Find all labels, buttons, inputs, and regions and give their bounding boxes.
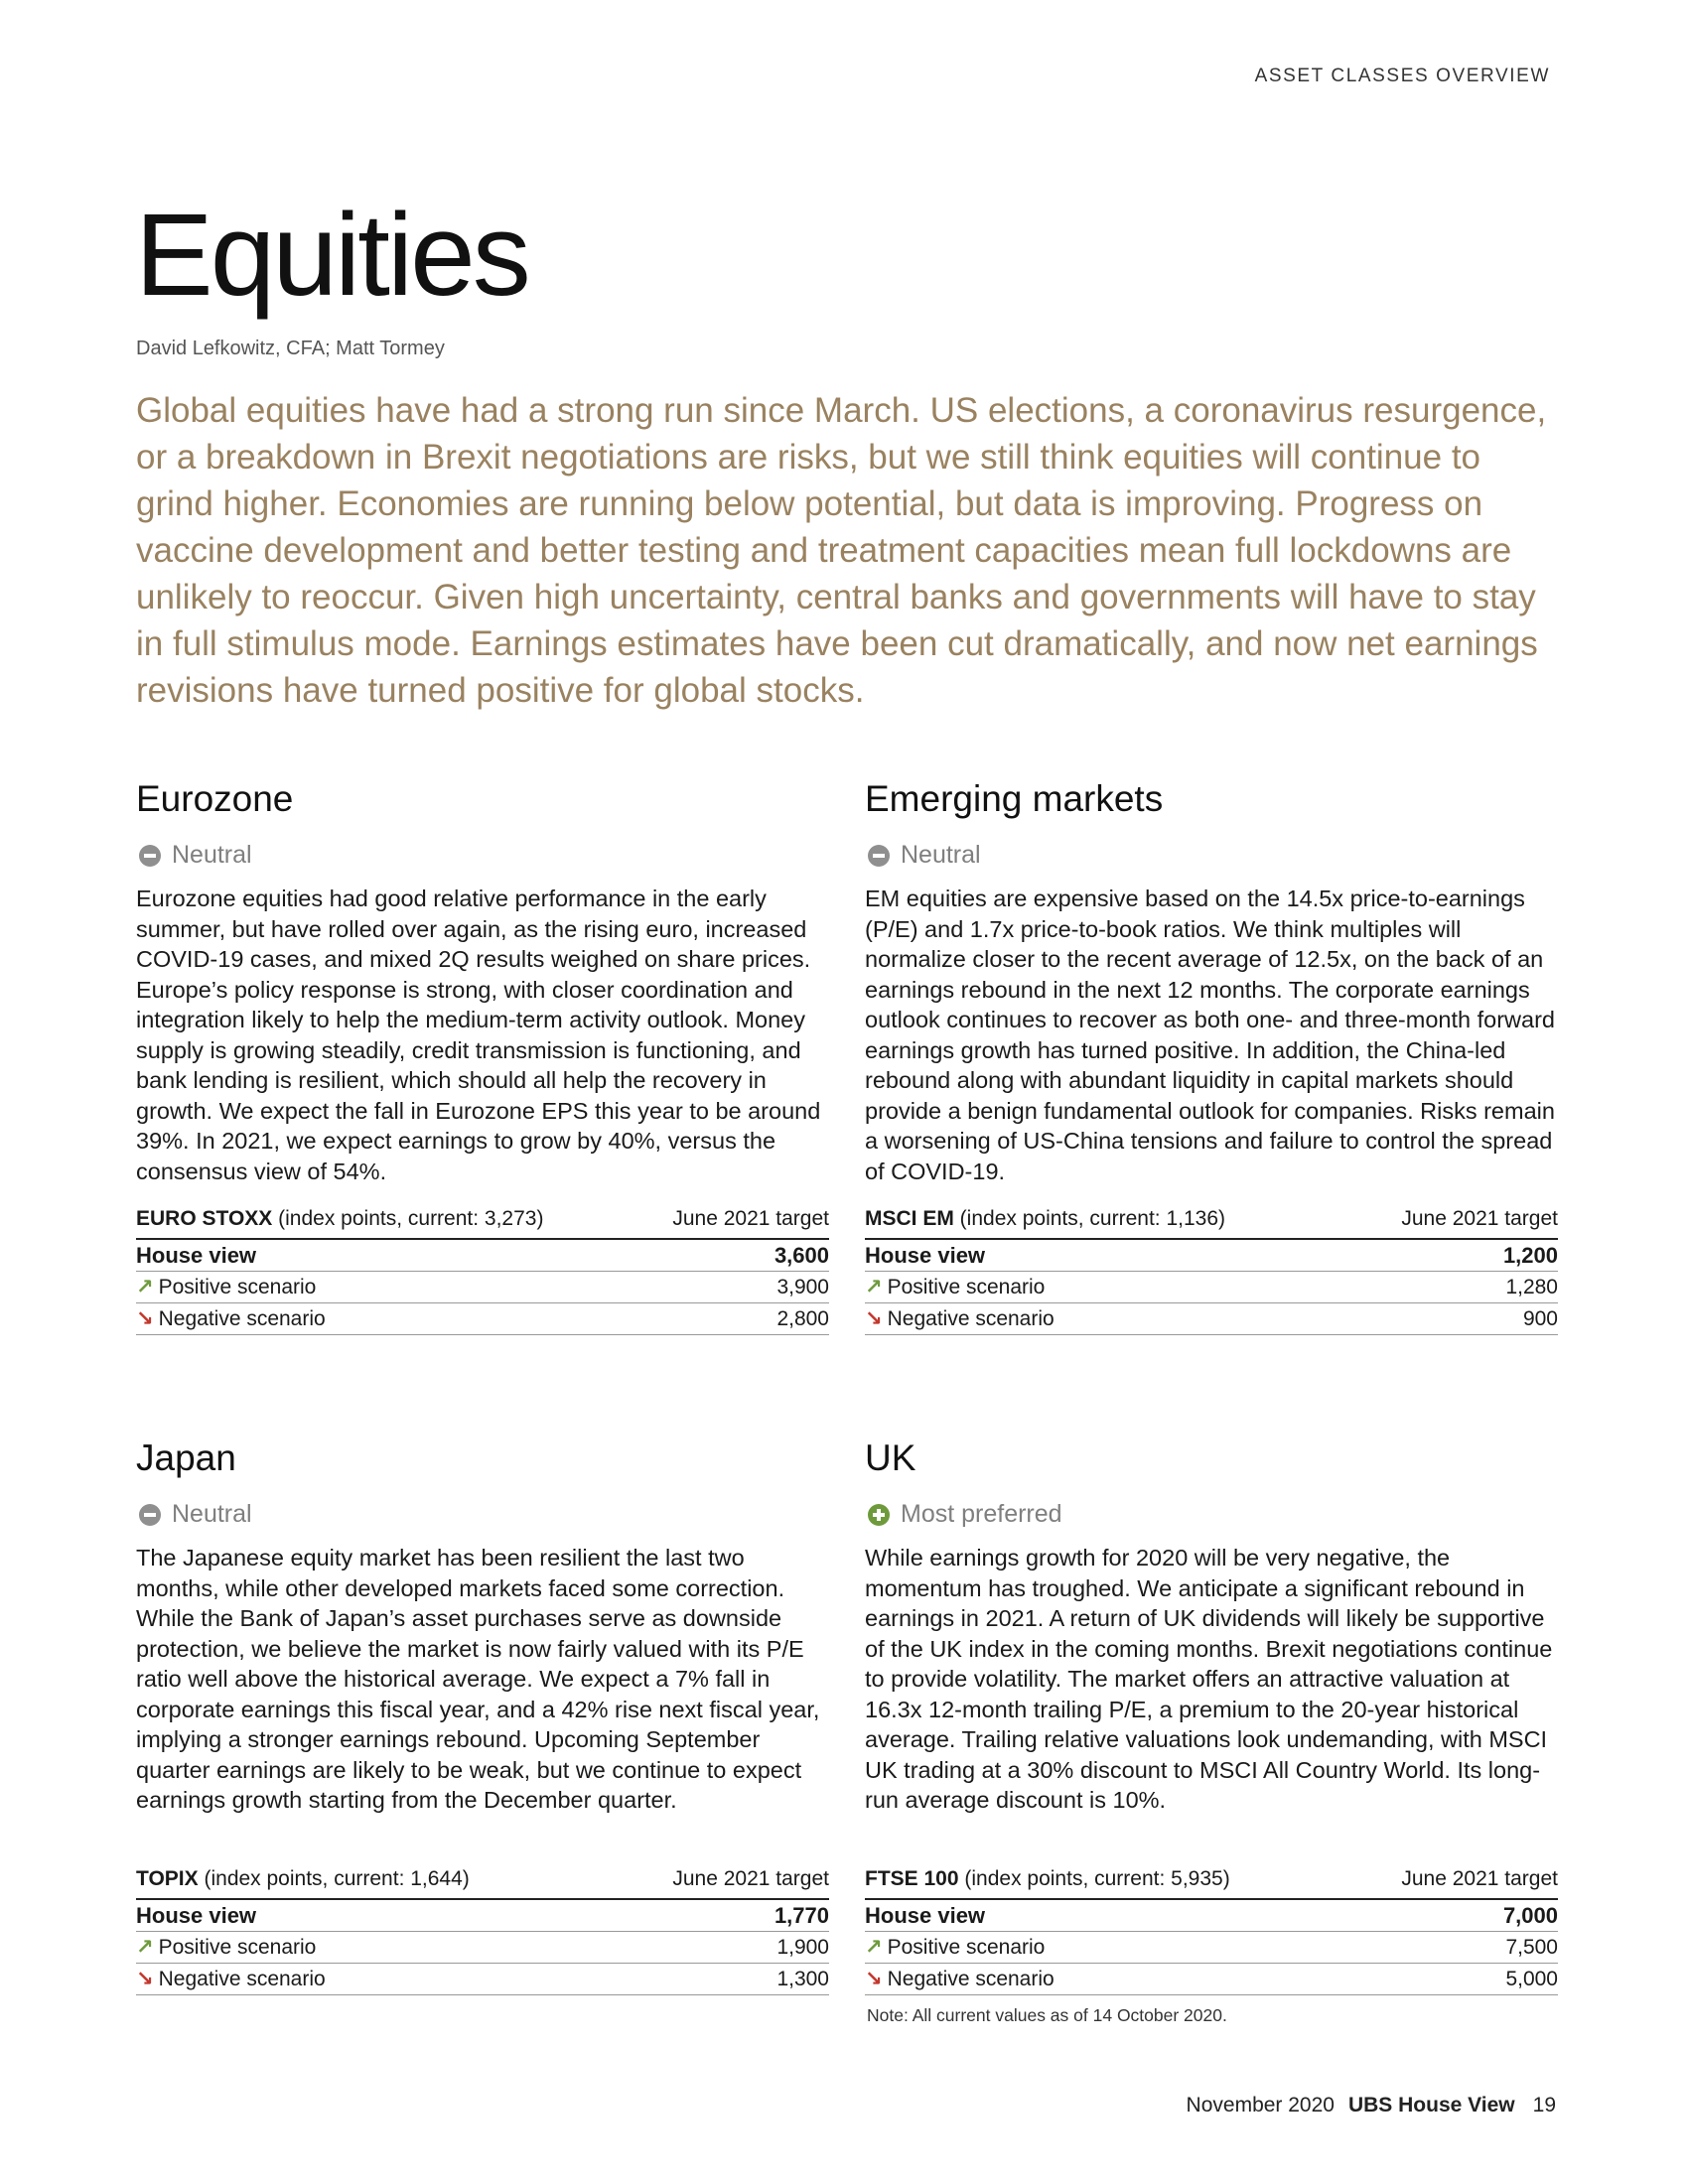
negative-label: Negative scenario (158, 1968, 326, 1990)
section-body: EM equities are expensive based on the 14.5x price-to-earnings (P/E) and 1.7x price-to-book ratios. We think multiples will normalize closer to the recent average of 12.5x, on the back of an earnings rebound in the next 12 months. The corporate earnings outlook continues to recover as both one- and three-month forward earnings growth has turned positive. In addition, the China-led rebound along with abundant liquidity in capital markets should provide a benign fundamental outlook for companies. Risks remain a worsening of US-China tensions and failure to control the spread of COVID-19. (865, 886, 1555, 1184)
index-note: (index points, current: 1,136) (953, 1207, 1225, 1230)
house-view-label: House view (136, 1903, 257, 1928)
table-row (865, 1932, 1558, 1964)
arrow-up-right-icon: ↗ (136, 1936, 154, 1959)
target-table-em (865, 1206, 1558, 1335)
arrow-down-right-icon: ↘ (136, 1968, 154, 1990)
house-view-value: 7,000 (1502, 1903, 1558, 1928)
negative-value: 1,300 (776, 1968, 829, 1990)
table-row (865, 1964, 1558, 1995)
index-name: TOPIX (136, 1867, 199, 1890)
rating (136, 841, 831, 870)
arrow-down-right-icon: ↘ (865, 1307, 883, 1330)
authors: David Lefkowitz, CFA; Matt Tormey (136, 338, 445, 359)
section-eurozone (136, 780, 831, 1186)
section-title: Emerging markets (865, 778, 1164, 819)
footer-date: November 2020 (1186, 2094, 1335, 2116)
arrow-down-right-icon: ↘ (136, 1307, 154, 1330)
table-header (865, 1866, 1558, 1900)
target-label: June 2021 target (1401, 1867, 1558, 1890)
footnote: Note: All current values as of 14 October 2020. (867, 2005, 1227, 2025)
arrow-up-right-icon: ↗ (865, 1276, 883, 1298)
table-header (136, 1866, 829, 1900)
negative-label: Negative scenario (158, 1307, 326, 1330)
table-row (865, 1900, 1558, 1932)
page-title: Equities (135, 190, 528, 321)
rating-label: Most preferred (901, 1500, 1062, 1528)
table-header (865, 1206, 1558, 1240)
page-number: 19 (1532, 2094, 1556, 2116)
rating-label: Neutral (172, 841, 252, 869)
section-title: UK (865, 1437, 916, 1478)
index-note: (index points, current: 5,935) (958, 1867, 1230, 1890)
index-name: MSCI EM (865, 1207, 954, 1230)
table-row (136, 1932, 829, 1964)
table-row (136, 1303, 829, 1335)
section-body: Eurozone equities had good relative performance in the early summer, but have rolled over again, as the rising euro, increased COVID-19 cases, and mixed 2Q results weighed on share prices. Europe’s policy response is strong, with closer coordination and integration likely to help the medium-term activity outlook. Money supply is growing steadily, credit transmission is functioning, and bank lending is resilient, which should all help the recovery in growth. We expect the fall in Eurozone EPS this year to be around 39%. In 2021, we expect earnings to grow by 40%, versus the consensus view of 54%. (136, 886, 821, 1184)
target-table-japan (136, 1866, 829, 1995)
house-view-value: 3,600 (774, 1243, 829, 1268)
index-name: EURO STOXX (136, 1207, 273, 1230)
arrow-up-right-icon: ↗ (865, 1936, 883, 1959)
positive-value: 3,900 (776, 1276, 829, 1298)
table-row (865, 1272, 1558, 1303)
section-title: Japan (136, 1437, 236, 1478)
minus-circle-icon (139, 1504, 161, 1526)
index-note: (index points, current: 3,273) (272, 1207, 544, 1230)
section-uk (865, 1439, 1560, 1816)
arrow-up-right-icon: ↗ (136, 1276, 154, 1298)
index-name: FTSE 100 (865, 1867, 959, 1890)
positive-label: Positive scenario (158, 1936, 317, 1959)
negative-value: 2,800 (776, 1307, 829, 1330)
positive-value: 1,900 (776, 1936, 829, 1959)
house-view-value: 1,770 (774, 1903, 829, 1928)
rating (136, 1500, 831, 1529)
negative-value: 900 (1522, 1307, 1558, 1330)
rating (865, 841, 1560, 870)
section-title: Eurozone (136, 778, 294, 819)
rating (865, 1500, 1560, 1529)
house-view-value: 1,200 (1502, 1243, 1558, 1268)
negative-label: Negative scenario (887, 1307, 1055, 1330)
section-body: The Japanese equity market has been resilient the last two months, while other developed markets faced some correction. While the Bank of Japan’s asset purchases serve as downside protection, we believe the market is now fairly valued with its P/E ratio well above the historical average. We expect a 7% fall in corporate earnings this fiscal year, and a 42% rise next fiscal year, implying a stronger earnings rebound. Upcoming September quarter earnings are likely to be weak, but we continue to expect earnings growth starting from the December quarter. (136, 1545, 820, 1813)
index-note: (index points, current: 1,644) (198, 1867, 470, 1890)
table-row (136, 1272, 829, 1303)
footer-brand: UBS House View (1347, 2094, 1515, 2116)
lead-paragraph: Global equities have had a strong run since March. US elections, a coronavirus resurgence, or a breakdown in Brexit negotiations are risks, but we still think equities will continue to grind higher. Economies are running below potential, but data is improving. Progress on vaccine development and better testing and treatment capacities mean full lockdowns are unlikely to reoccur. Given high uncertainty, central banks and governments will have to stay in full stimulus mode. Earnings estimates have been cut dramatically, and now net earnings revisions have turned positive for global stocks. (136, 391, 1547, 710)
positive-label: Positive scenario (887, 1276, 1046, 1298)
target-label: June 2021 target (1401, 1207, 1558, 1230)
section-label: ASSET CLASSES OVERVIEW (1254, 66, 1550, 86)
table-row (136, 1900, 829, 1932)
section-emerging-markets (865, 780, 1560, 1186)
positive-label: Positive scenario (887, 1936, 1046, 1959)
section-japan (136, 1439, 831, 1816)
minus-circle-icon (139, 845, 161, 867)
table-row (136, 1964, 829, 1995)
target-table-uk (865, 1866, 1558, 1995)
rating-label: Neutral (901, 841, 981, 869)
target-label: June 2021 target (672, 1867, 829, 1890)
target-table-eurozone (136, 1206, 829, 1335)
house-view-label: House view (865, 1243, 986, 1268)
positive-value: 1,280 (1505, 1276, 1558, 1298)
house-view-label: House view (136, 1243, 257, 1268)
table-row (136, 1240, 829, 1272)
target-label: June 2021 target (672, 1207, 829, 1230)
rating-label: Neutral (172, 1500, 252, 1528)
table-header (136, 1206, 829, 1240)
positive-label: Positive scenario (158, 1276, 317, 1298)
negative-label: Negative scenario (887, 1968, 1055, 1990)
house-view-label: House view (865, 1903, 986, 1928)
positive-value: 7,500 (1505, 1936, 1558, 1959)
negative-value: 5,000 (1505, 1968, 1558, 1990)
plus-circle-icon (868, 1504, 890, 1526)
minus-circle-icon (868, 845, 890, 867)
arrow-down-right-icon: ↘ (865, 1968, 883, 1990)
section-body: While earnings growth for 2020 will be very negative, the momentum has troughed. We anticipate a significant rebound in earnings in 2021. A return of UK dividends will likely be supportive of the UK index in the coming months. Brexit negotiations continue to provide volatility. The market offers an attractive valuation at 16.3x 12-month trailing P/E, a premium to the 20-year historical average. Trailing relative valuations look undemanding, with MSCI UK trading at a 30% discount to MSCI All Country World. Its long-run average discount is 10%. (865, 1545, 1553, 1813)
table-row (865, 1240, 1558, 1272)
page-footer (1187, 2094, 1556, 2117)
table-row (865, 1303, 1558, 1335)
